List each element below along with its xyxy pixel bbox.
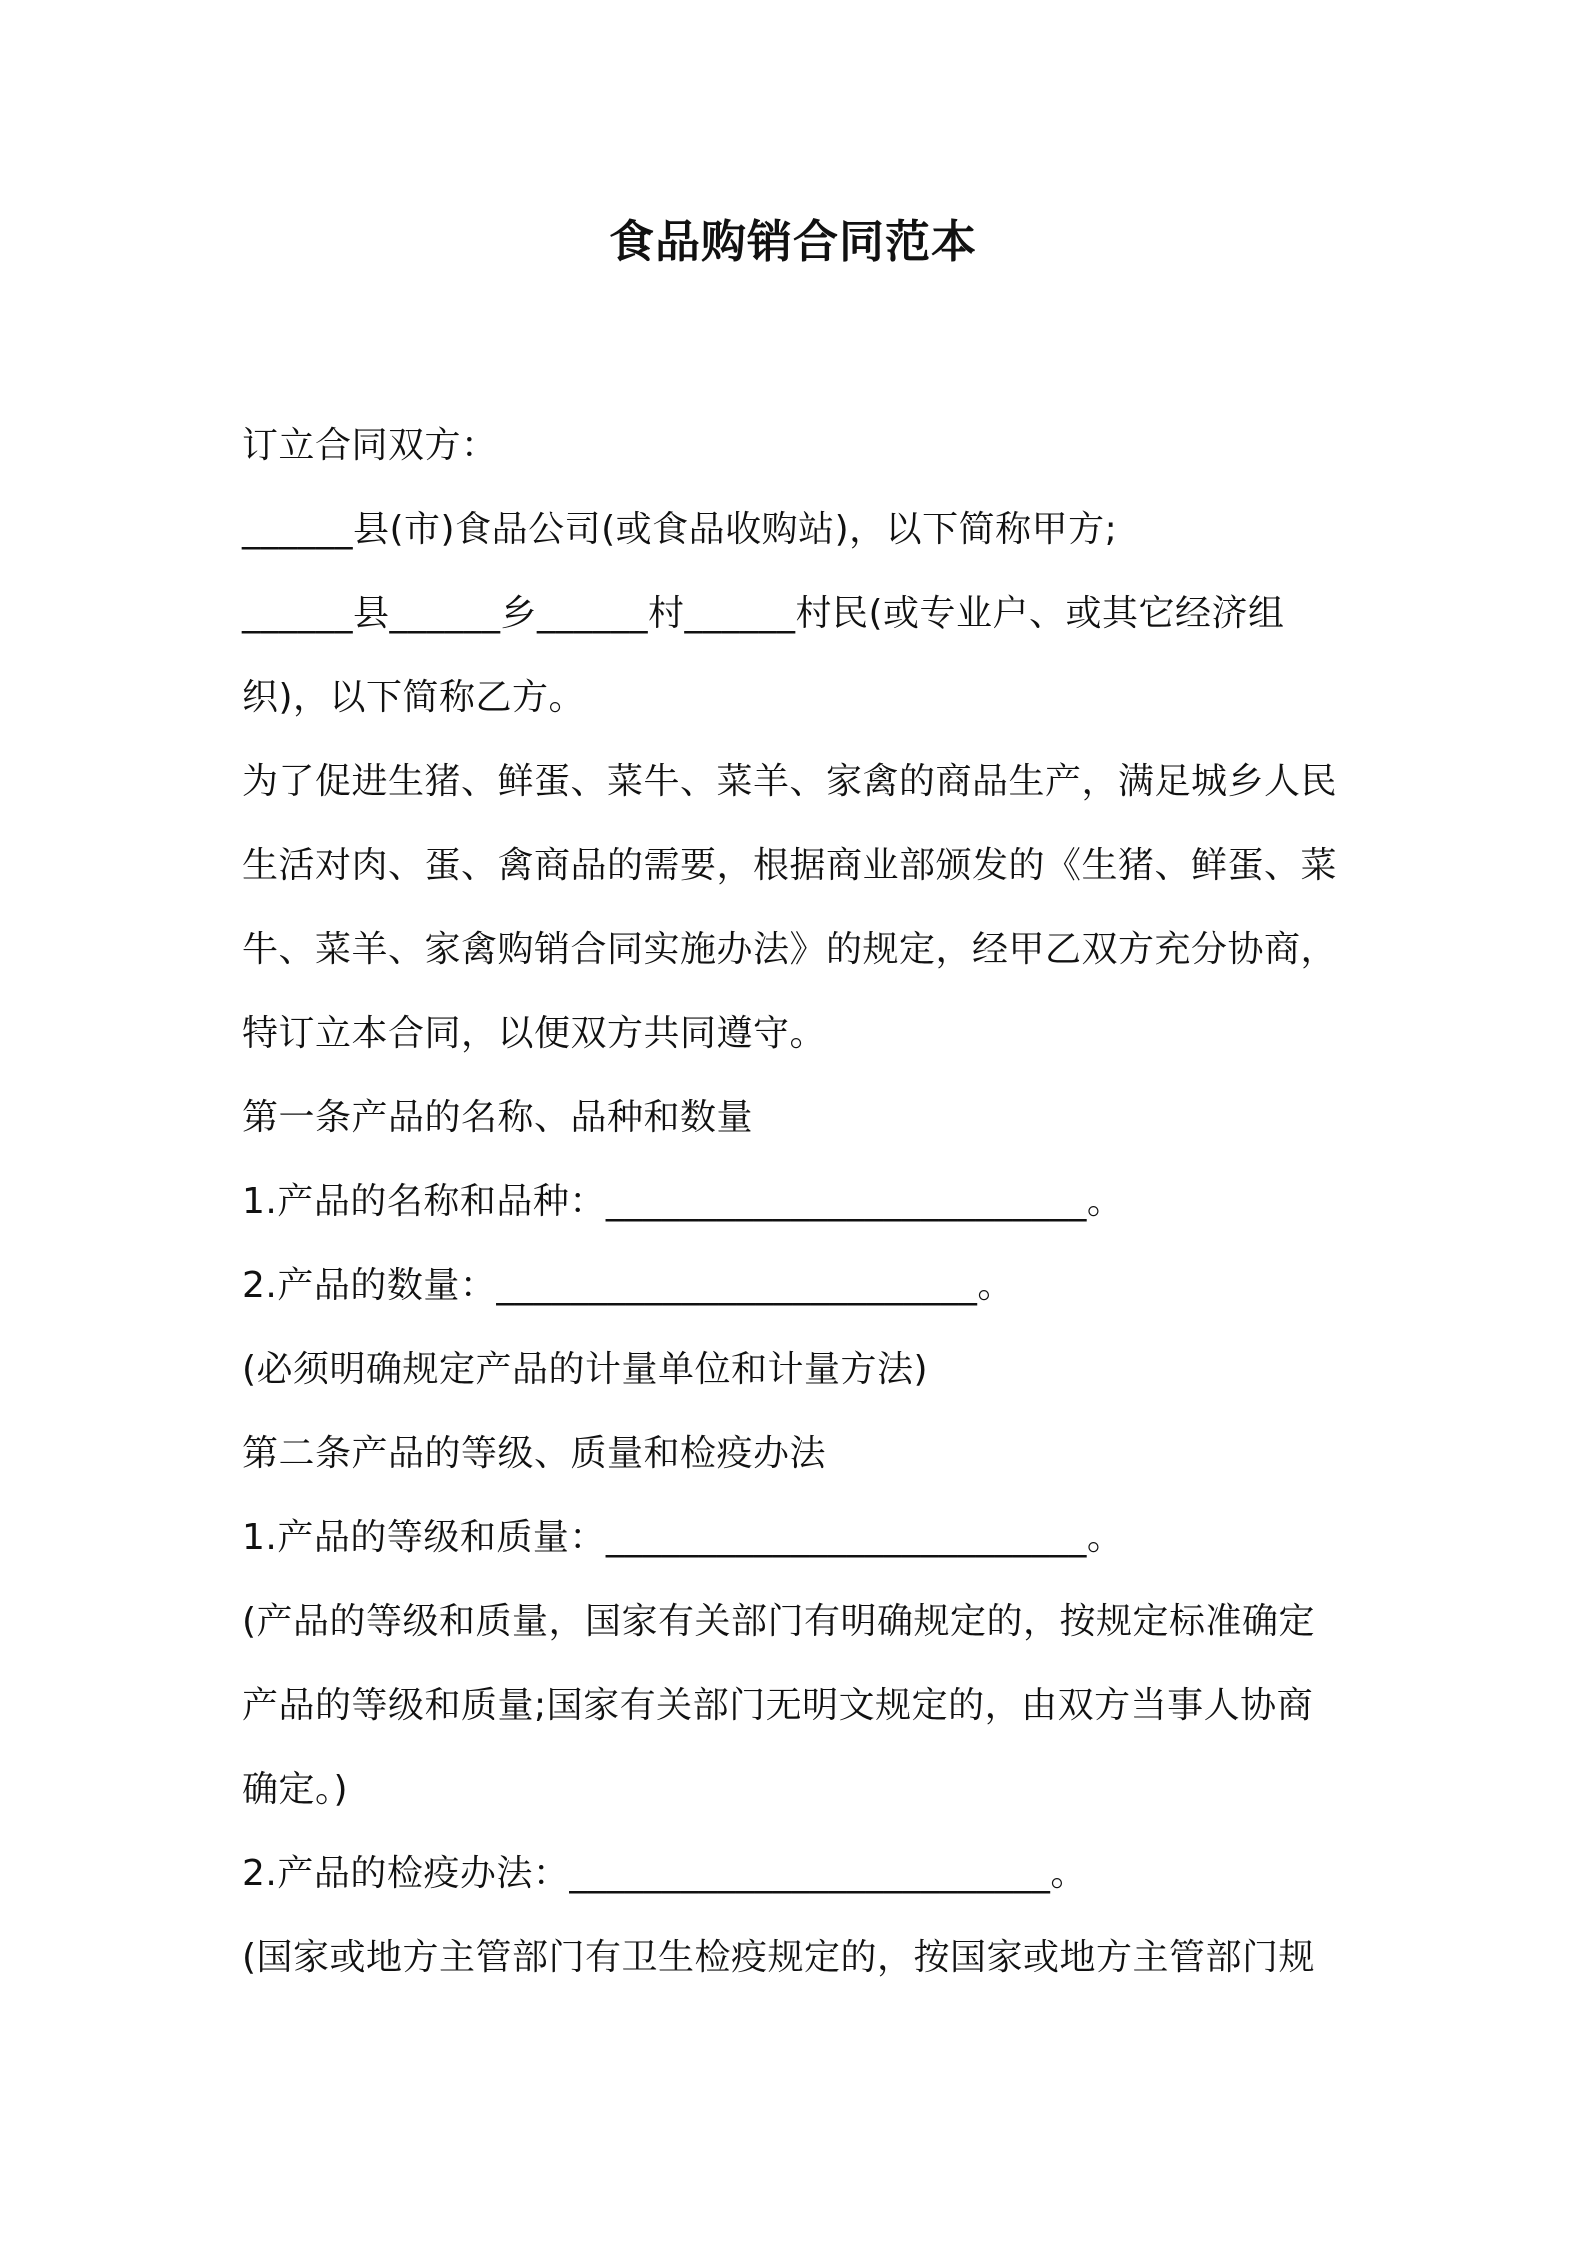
body-line: 产品的等级和质量;国家有关部门无明文规定的，由双方当事人协商 xyxy=(242,1685,1314,1726)
body-line: 织)，以下简称乙方。 xyxy=(242,677,586,718)
document-title: 食品购销合同范本 xyxy=(608,215,977,268)
body-line: 订立合同双方： xyxy=(242,425,498,466)
body-line: (国家或地方主管部门有卫生检疫规定的，按国家或地方主管部门规 xyxy=(242,1937,1316,1978)
body-line: 确定。) xyxy=(242,1769,349,1810)
body-line: ______县______乡______村______村民(或专业户、或其它经济组 xyxy=(242,593,1285,634)
body-line: 1.产品的名称和品种：__________________________。 xyxy=(242,1181,1124,1222)
section-heading: 第一条产品的名称、品种和数量 xyxy=(242,1097,754,1138)
body-line: 为了促进生猪、鲜蛋、菜牛、菜羊、家禽的商品生产，满足城乡人民 xyxy=(242,761,1338,802)
document-body xyxy=(242,404,1354,2000)
section-heading: 第二条产品的等级、质量和检疫办法 xyxy=(242,1433,827,1474)
body-line: ______县(市)食品公司(或食品收购站)，以下简称甲方; xyxy=(242,509,1118,550)
body-line: 生活对肉、蛋、禽商品的需要，根据商业部颁发的《生猪、鲜蛋、菜 xyxy=(242,845,1338,886)
body-line: 1.产品的等级和质量：__________________________。 xyxy=(242,1517,1124,1558)
body-line: 2.产品的检疫办法：__________________________。 xyxy=(242,1853,1087,1894)
body-line: (产品的等级和质量，国家有关部门有明确规定的，按规定标准确定 xyxy=(242,1601,1316,1642)
body-line: 牛、菜羊、家禽购销合同实施办法》的规定，经甲乙双方充分协商， xyxy=(242,929,1338,970)
body-line: 2.产品的数量：__________________________。 xyxy=(242,1265,1014,1306)
body-line: 特订立本合同，以便双方共同遵守。 xyxy=(242,1013,827,1054)
body-line: (必须明确规定产品的计量单位和计量方法) xyxy=(242,1349,929,1390)
